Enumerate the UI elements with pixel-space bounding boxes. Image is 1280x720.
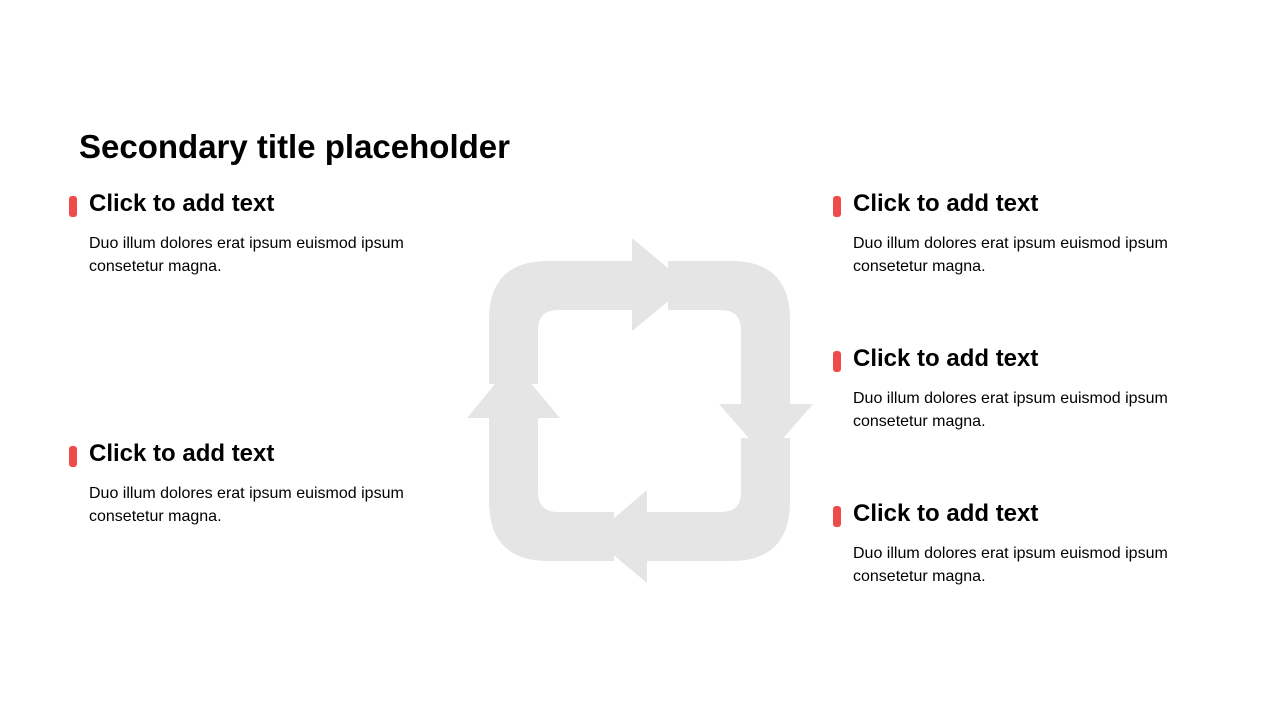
item-heading[interactable]: Click to add text bbox=[89, 190, 275, 217]
item-body[interactable]: Duo illum dolores erat ipsum euismod ipsum consetetur magna. bbox=[853, 235, 1168, 275]
page-title[interactable]: Secondary title placeholder bbox=[79, 128, 510, 165]
accent-bar bbox=[833, 196, 841, 217]
item-heading[interactable]: Click to add text bbox=[89, 440, 275, 467]
cycle-arrows-icon bbox=[466, 236, 814, 584]
cycle-arrow-bottom bbox=[592, 438, 790, 583]
item-heading[interactable]: Click to add text bbox=[853, 500, 1039, 527]
accent-bar bbox=[833, 506, 841, 527]
item-body[interactable]: Duo illum dolores erat ipsum euismod ipsum consetetur magna. bbox=[89, 485, 404, 525]
item-heading[interactable]: Click to add text bbox=[853, 345, 1039, 372]
accent-bar bbox=[69, 196, 77, 217]
item-heading[interactable]: Click to add text bbox=[853, 190, 1039, 217]
item-body[interactable]: Duo illum dolores erat ipsum euismod ipsum consetetur magna. bbox=[89, 235, 404, 275]
cycle-arrow-right bbox=[668, 261, 813, 458]
cycle-arrow-top bbox=[489, 238, 688, 384]
cycle-arrow-left bbox=[467, 362, 614, 561]
item-body[interactable]: Duo illum dolores erat ipsum euismod ipsum consetetur magna. bbox=[853, 390, 1168, 430]
accent-bar bbox=[69, 446, 77, 467]
item-body[interactable]: Duo illum dolores erat ipsum euismod ipsum consetetur magna. bbox=[853, 545, 1168, 585]
accent-bar bbox=[833, 351, 841, 372]
